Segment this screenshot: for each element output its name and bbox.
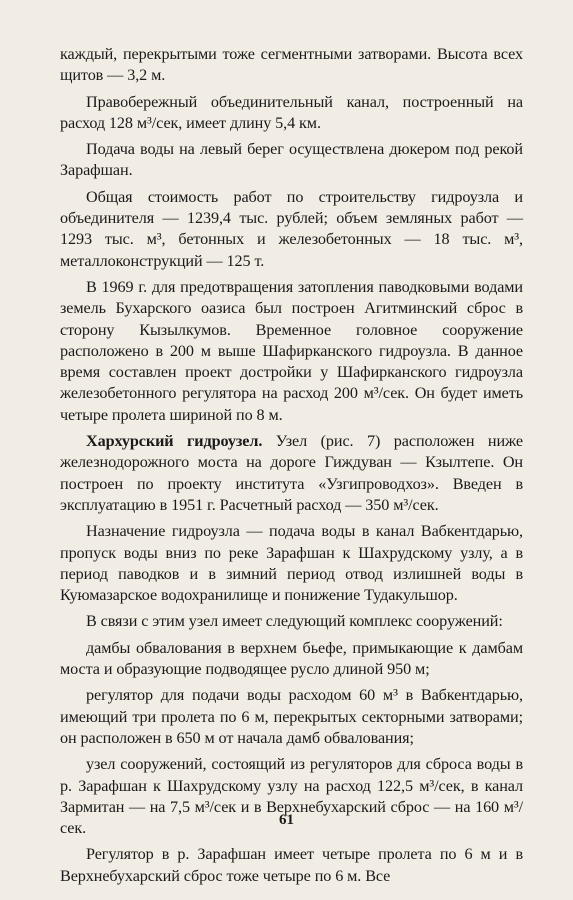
section-heading: Хархурский гидроузел.	[86, 432, 263, 451]
paragraph-text: дамбы обвалования в верхнем бьефе, примыкающие к дамбам моста и образующие подводящее русло длиной 950 м;	[60, 638, 523, 679]
paragraph-text: Регулятор в р. Зарафшан имеет четыре пролета по 6 м и в Верхнебухарский сброс тоже четыре по 6 м. Все	[60, 845, 523, 885]
paragraph-6	[60, 431, 523, 516]
paragraph-text: каждый, перекрытыми тоже сегментными затворами. Высота всех щитов — 3,2 м.	[60, 45, 523, 85]
paragraph-5	[60, 277, 523, 426]
paragraph-text: Подача воды на левый берег осуществлена дюкером под рекой Зарафшан.	[60, 140, 523, 180]
paragraph-2	[60, 92, 523, 135]
paragraph-1	[60, 44, 523, 87]
paragraph-text: В 1969 г. для предотвращения затопления паводковыми водами земель Бухарского оазиса был построен Агитминский сброс в сторону Кызылкумов. Временное головное сооружение расположено в 200 м выше Шафирканского гидроузла. В данное время составлен проект достройки у Шафирканского гидроузла железобетонного регулятора на расход 200 м³/сек. Он будет иметь четыре пролета шириной по 8 м.	[60, 277, 523, 424]
paragraph-text: Назначение гидроузла — подача воды в канал Вабкентдарью, пропуск воды вниз по реке Зарафшан к Шахрудскому узлу, а в период паводков и в зимний период отвод излишней воды в Куюмазарское водохранилище и понижение Тудакульшор.	[60, 522, 523, 605]
paragraph-text: Общая стоимость работ по строительству гидроузла и объединителя — 1239,4 тыс. рублей; объем земляных работ — 1293 тыс. м³, бетонных и железобетонных — 18 тыс. м³, металлоконструкций — 125 т.	[60, 187, 523, 270]
paragraph-12	[60, 844, 523, 887]
paragraph-7	[60, 521, 523, 606]
paragraph-8	[60, 611, 523, 632]
paragraph-text: Узел (рис. 7) расположен ниже железнодорожного моста на дороге Гиждуван — Кзылтепе. Он построен по проекту института «Узгипроводхоз». Введен в эксплуатацию в 1951 г. Расчетный расход — 350 м³/сек.	[60, 432, 523, 514]
paragraph-4	[60, 187, 523, 272]
paragraph-text: узел сооружений, состоящий из регуляторов для сброса воды в р. Зарафшан к Шахрудскому узлу на расход 122,5 м³/сек, в канал Зармитан — на 7,5 м³/сек и в Верхнебухарский сброс — на 160 м³/сек.	[60, 755, 523, 838]
paragraph-10	[60, 685, 523, 749]
paragraph-text: В связи с этим узел имеет следующий комплекс сооружений:	[86, 612, 503, 631]
paragraph-3	[60, 139, 523, 182]
paragraph-text: регулятор для подачи воды расходом 60 м³ в Вабкентдарью, имеющий три пролета по 6 м, перекрытых секторными затворами; он расположен в 650 м от начала дамб обвалования;	[60, 686, 523, 747]
page-number: 61	[279, 812, 294, 828]
paragraph-text: Правобережный объединительный канал, построенный на расход 128 м³/сек, имеет длину 5,4 км.	[60, 92, 523, 132]
paragraph-9	[60, 638, 523, 681]
